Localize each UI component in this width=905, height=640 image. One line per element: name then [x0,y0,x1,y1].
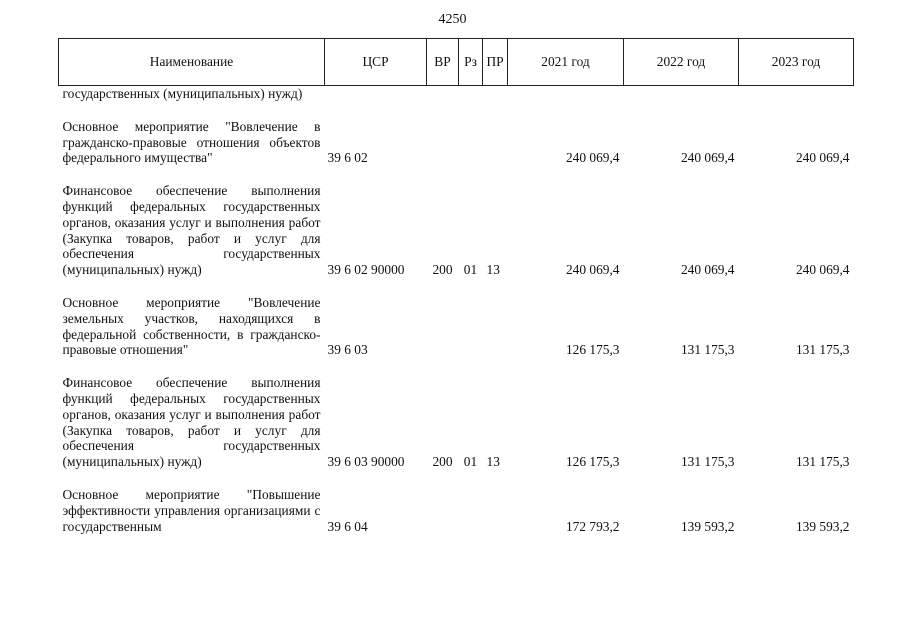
row-name: Основное мероприятие "Вовлечение земельных участков, находящихся в федеральной собственности, в гражданско-правовые отношения" [62,294,321,358]
row-csr: 39 6 03 [327,342,368,358]
row-pr: 13 [486,262,500,278]
row-2021 [508,86,624,119]
row-pr: 13 [486,454,500,470]
row-vr [427,295,459,375]
row-rz [459,487,483,534]
row-2022: 240 069,4 [680,150,735,166]
row-vr [427,487,459,534]
row-pr [483,487,508,534]
row-2021: 172 793,2 [565,518,620,534]
row-name: Финансовое обеспечение выполнения функций федеральных государственных органов, оказания услуг и выполнения работ (Закупка товаров, работ и услуг для обеспечения государственных (муниципальных) нужд) [62,183,321,278]
row-pr [483,119,508,183]
row-csr [325,86,427,119]
row-2022: 131 175,3 [680,342,735,358]
row-2021: 126 175,3 [565,342,620,358]
row-name: Основное мероприятие "Вовлечение в гражданско-правовые отношения объектов федерального имущества" [62,118,321,166]
row-rz: 01 [463,262,478,278]
row-pr [483,295,508,375]
budget-table [58,38,854,534]
header-2023: 2023 год [739,39,854,86]
row-vr: 200 [432,262,453,278]
table-row [59,487,854,534]
row-2022: 131 175,3 [680,454,735,470]
table-header-row [59,39,854,86]
row-2022: 139 593,2 [680,518,735,534]
row-csr: 39 6 02 90000 [327,262,405,278]
row-2023: 131 175,3 [795,454,850,470]
row-rz [459,295,483,375]
table-row [59,86,854,119]
row-2023: 139 593,2 [795,518,850,534]
row-name: Основное мероприятие "Повышение эффективности управления организациями с государственным [62,486,321,534]
row-rz [459,86,483,119]
row-csr: 39 6 02 [327,150,368,166]
row-vr [427,119,459,183]
row-rz: 01 [463,454,478,470]
row-2021: 240 069,4 [565,262,620,278]
row-2021: 126 175,3 [565,454,620,470]
row-2023 [739,86,854,119]
header-rz: Рз [459,39,483,86]
row-csr: 39 6 03 90000 [327,454,405,470]
row-2022 [624,86,739,119]
table-row [59,119,854,183]
header-name: Наименование [59,39,325,86]
row-vr [427,86,459,119]
row-2023: 131 175,3 [795,342,850,358]
page-number: 4250 [438,12,467,27]
row-name: государственных (муниципальных) нужд) [62,86,303,101]
table-row [59,375,854,487]
header-2021: 2021 год [508,39,624,86]
row-pr [483,86,508,119]
row-2021: 240 069,4 [565,150,620,166]
table-row [59,183,854,295]
header-csr: ЦСР [325,39,427,86]
row-vr: 200 [432,454,453,470]
row-csr: 39 6 04 [327,518,368,534]
row-2023: 240 069,4 [795,150,850,166]
row-2023: 240 069,4 [795,262,850,278]
header-pr: ПР [483,39,508,86]
table-row [59,295,854,375]
header-vr: ВР [427,39,459,86]
row-2022: 240 069,4 [680,262,735,278]
header-2022: 2022 год [624,39,739,86]
row-rz [459,119,483,183]
row-name: Финансовое обеспечение выполнения функций федеральных государственных органов, оказания услуг и выполнения работ (Закупка товаров, работ и услуг для обеспечения государственных (муниципальных) нужд) [62,375,321,470]
